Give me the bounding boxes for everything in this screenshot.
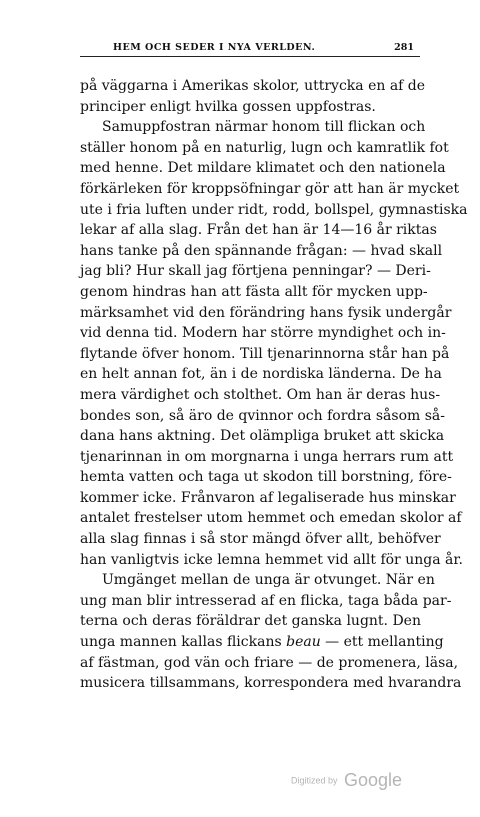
text-line: mera värdighet och stolthet. Om han är deras hus- — [80, 386, 441, 403]
text-line: Samuppfostran närmar honom till flickan och — [102, 119, 426, 136]
google-logo: Google — [343, 770, 402, 790]
text-line: genom hindras han att fästa allt för mycken upp- — [80, 283, 428, 300]
digitized-by-watermark — [291, 770, 402, 791]
text-line: ung man blir intresserad af en flicka, taga båda par- — [80, 592, 452, 609]
text-line: terna och deras föräldrar det ganska lugnt. Den — [80, 613, 421, 630]
text-line: med henne. Det mildare klimatet och den nationela — [80, 160, 446, 177]
text-line: tjenarinnan in om morgnarna i unga herrars rum att — [80, 448, 454, 465]
text-line: märksamhet vid den förändring hans fysik undergår — [80, 304, 452, 321]
text-line: af fästman, god vän och friare — de promenera, läsa, — [80, 654, 459, 671]
header-rule — [80, 56, 420, 57]
running-head — [80, 40, 420, 62]
text-line: Umgänget mellan de unga är otvunget. När en — [102, 572, 435, 589]
text-line: antalet frestelser utom hemmet och emedan skolor af — [80, 510, 462, 527]
text-line: kommer icke. Frånvaron af legaliserade hus minskar — [80, 489, 456, 506]
text-line: alla slag finnas i så stor mängd öfver allt, behöfver — [80, 531, 441, 548]
page-number: 281 — [394, 42, 414, 53]
text-line: unga mannen kallas flickans beau — ett mellanting — [80, 634, 444, 651]
text-line: ställer honom på en naturlig, lugn och kamratlik fot — [80, 139, 449, 156]
text-line: musicera tillsammans, korrespondera med hvarandra — [80, 675, 462, 692]
text-line: hans tanke på den spännande frågan: — hvad skall — [80, 242, 443, 259]
text-line: vid denna tid. Modern har större myndighet och in- — [80, 325, 446, 342]
running-title: HEM OCH SEDER I NYA VERLDEN. — [113, 42, 316, 53]
text-line: han vanligtvis icke lemna hemmet vid allt för unga år. — [80, 551, 463, 568]
text-line: hemta vatten och taga ut skodon till borstning, före- — [80, 469, 452, 486]
text-line: dana hans aktning. Det olämpliga bruket att skicka — [80, 428, 445, 445]
text-line: flytande öfver honom. Till tjenarinnorna står han på — [80, 345, 450, 362]
italic-word: beau — [286, 634, 321, 651]
text-line: bondes son, så äro de qvinnor och fordra såsom så- — [80, 407, 445, 424]
text-line: förkärleken för kroppsöfningar gör att han är mycket — [80, 180, 460, 197]
body-text — [80, 76, 468, 694]
watermark-prefix: Digitized by — [290, 775, 338, 786]
text-line: principer enligt hvilka gossen uppfostras. — [80, 98, 376, 115]
text-line: en helt annan fot, än i de nordiska länderna. De ha — [80, 366, 442, 383]
text-line: ute i fria luften under ridt, rodd, bollspel, gymnastiska — [80, 201, 468, 218]
text-line: lekar af alla slag. Från det han är 14—16 år riktas — [80, 222, 437, 239]
text-line: jag bli? Hur skall jag förtjena penningar? — Deri- — [80, 263, 431, 280]
text-line: på väggarna i Amerikas skolor, uttrycka en af de — [80, 78, 426, 94]
